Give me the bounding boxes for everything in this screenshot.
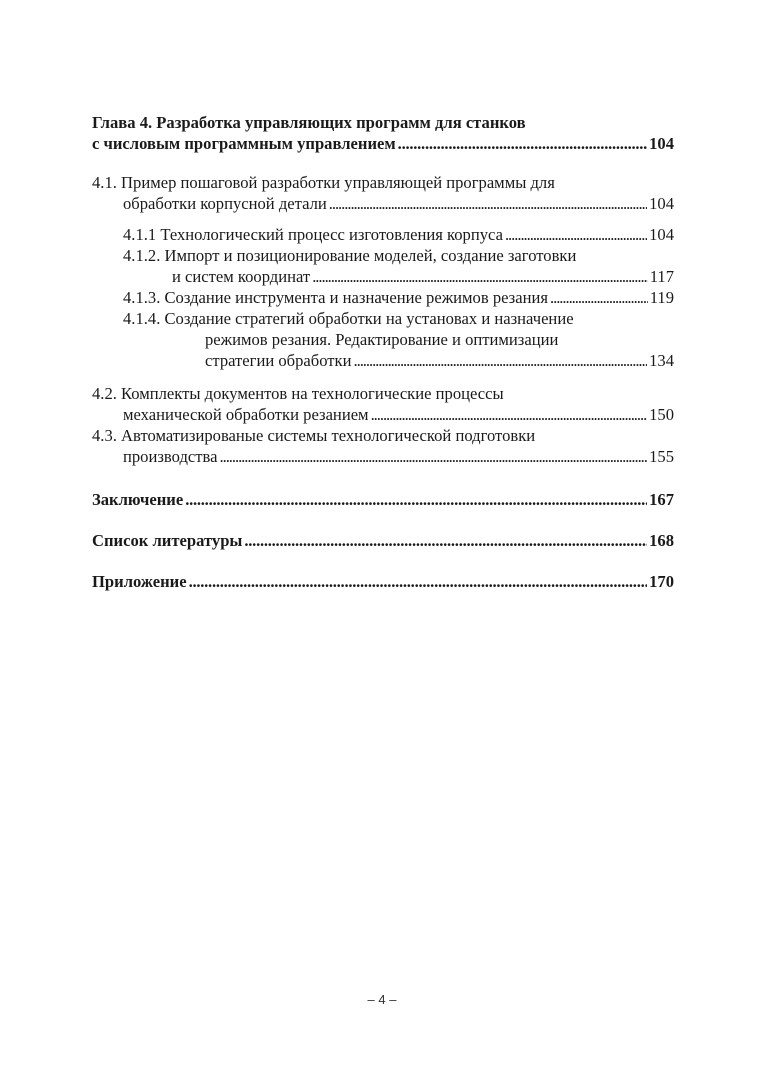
toc-entry-text: 4.1.3. Создание инструмента и назначение режимов резания — [123, 288, 548, 307]
toc-entry-4-1-3 — [92, 287, 674, 308]
toc-entry-text: Заключение — [92, 490, 184, 509]
dot-leader — [371, 404, 648, 425]
dot-leader — [505, 224, 647, 245]
toc-page-number: 167 — [649, 490, 674, 509]
toc-entry-text: Глава 4. Разработка управляющих программ для станков — [92, 113, 526, 132]
toc-entry-conclusion — [92, 489, 674, 510]
dot-leader — [329, 193, 647, 214]
toc-entry-chapter-4 — [92, 112, 674, 154]
toc-entry-text: 4.1. Пример пошаговой разработки управляющей программы для — [92, 173, 555, 192]
toc-entry-text: 4.1.1 Технологический процесс изготовления корпуса — [123, 225, 503, 244]
toc-page-number: 150 — [649, 405, 674, 424]
dot-leader — [244, 530, 647, 551]
toc-entry-text: производства — [123, 447, 218, 466]
toc-entry-4-1-1 — [92, 224, 674, 245]
toc-entry-text: 4.2. Комплекты документов на технологические процессы — [92, 384, 504, 403]
toc-entry-4-1 — [92, 172, 674, 214]
toc-page-number: 104 — [649, 134, 674, 153]
toc-entry-text: с числовым программным управлением — [92, 134, 396, 153]
toc-entry-text: 4.1.2. Импорт и позиционирование моделей, создание заготовки — [123, 246, 577, 265]
dot-leader — [185, 489, 647, 510]
toc-entry-text: и систем координат — [172, 267, 311, 286]
toc-entry-references — [92, 530, 674, 551]
dot-leader — [354, 350, 648, 371]
toc-entry-4-2 — [92, 383, 674, 425]
toc-entry-text: 4.1.4. Создание стратегий обработки на установах и назначение — [123, 309, 574, 328]
toc-entry-text: Список литературы — [92, 531, 243, 550]
dot-leader — [312, 266, 648, 287]
dot-leader — [189, 571, 648, 592]
dot-leader — [398, 133, 647, 154]
dot-leader — [220, 446, 648, 467]
table-of-contents — [92, 104, 674, 592]
toc-entry-text: обработки корпусной детали — [123, 194, 327, 213]
toc-page-number: 155 — [649, 447, 674, 466]
toc-entry-text: стратегии обработки — [205, 351, 352, 370]
toc-entry-4-1-2 — [92, 245, 674, 287]
toc-entry-text: 4.3. Автоматизированые системы технологической подготовки — [92, 426, 536, 445]
toc-entry-appendix — [92, 571, 674, 592]
toc-page-number: 104 — [649, 225, 674, 244]
toc-entry-4-3 — [92, 425, 674, 467]
toc-entry-4-1-4 — [92, 308, 674, 371]
dot-leader — [550, 287, 648, 308]
toc-page-number: 119 — [649, 288, 674, 307]
toc-entry-text: механической обработки резанием — [123, 405, 369, 424]
toc-entry-text: режимов резания. Редактирование и оптимизации — [205, 330, 559, 349]
toc-page-number: 104 — [649, 194, 674, 213]
toc-page-number: 134 — [649, 351, 674, 370]
toc-entry-text: Приложение — [92, 572, 187, 591]
toc-page-number: 168 — [649, 531, 674, 550]
page-number-footer: – 4 – — [367, 992, 397, 1007]
toc-page-number: 117 — [649, 267, 674, 286]
toc-page-number: 170 — [649, 572, 674, 591]
